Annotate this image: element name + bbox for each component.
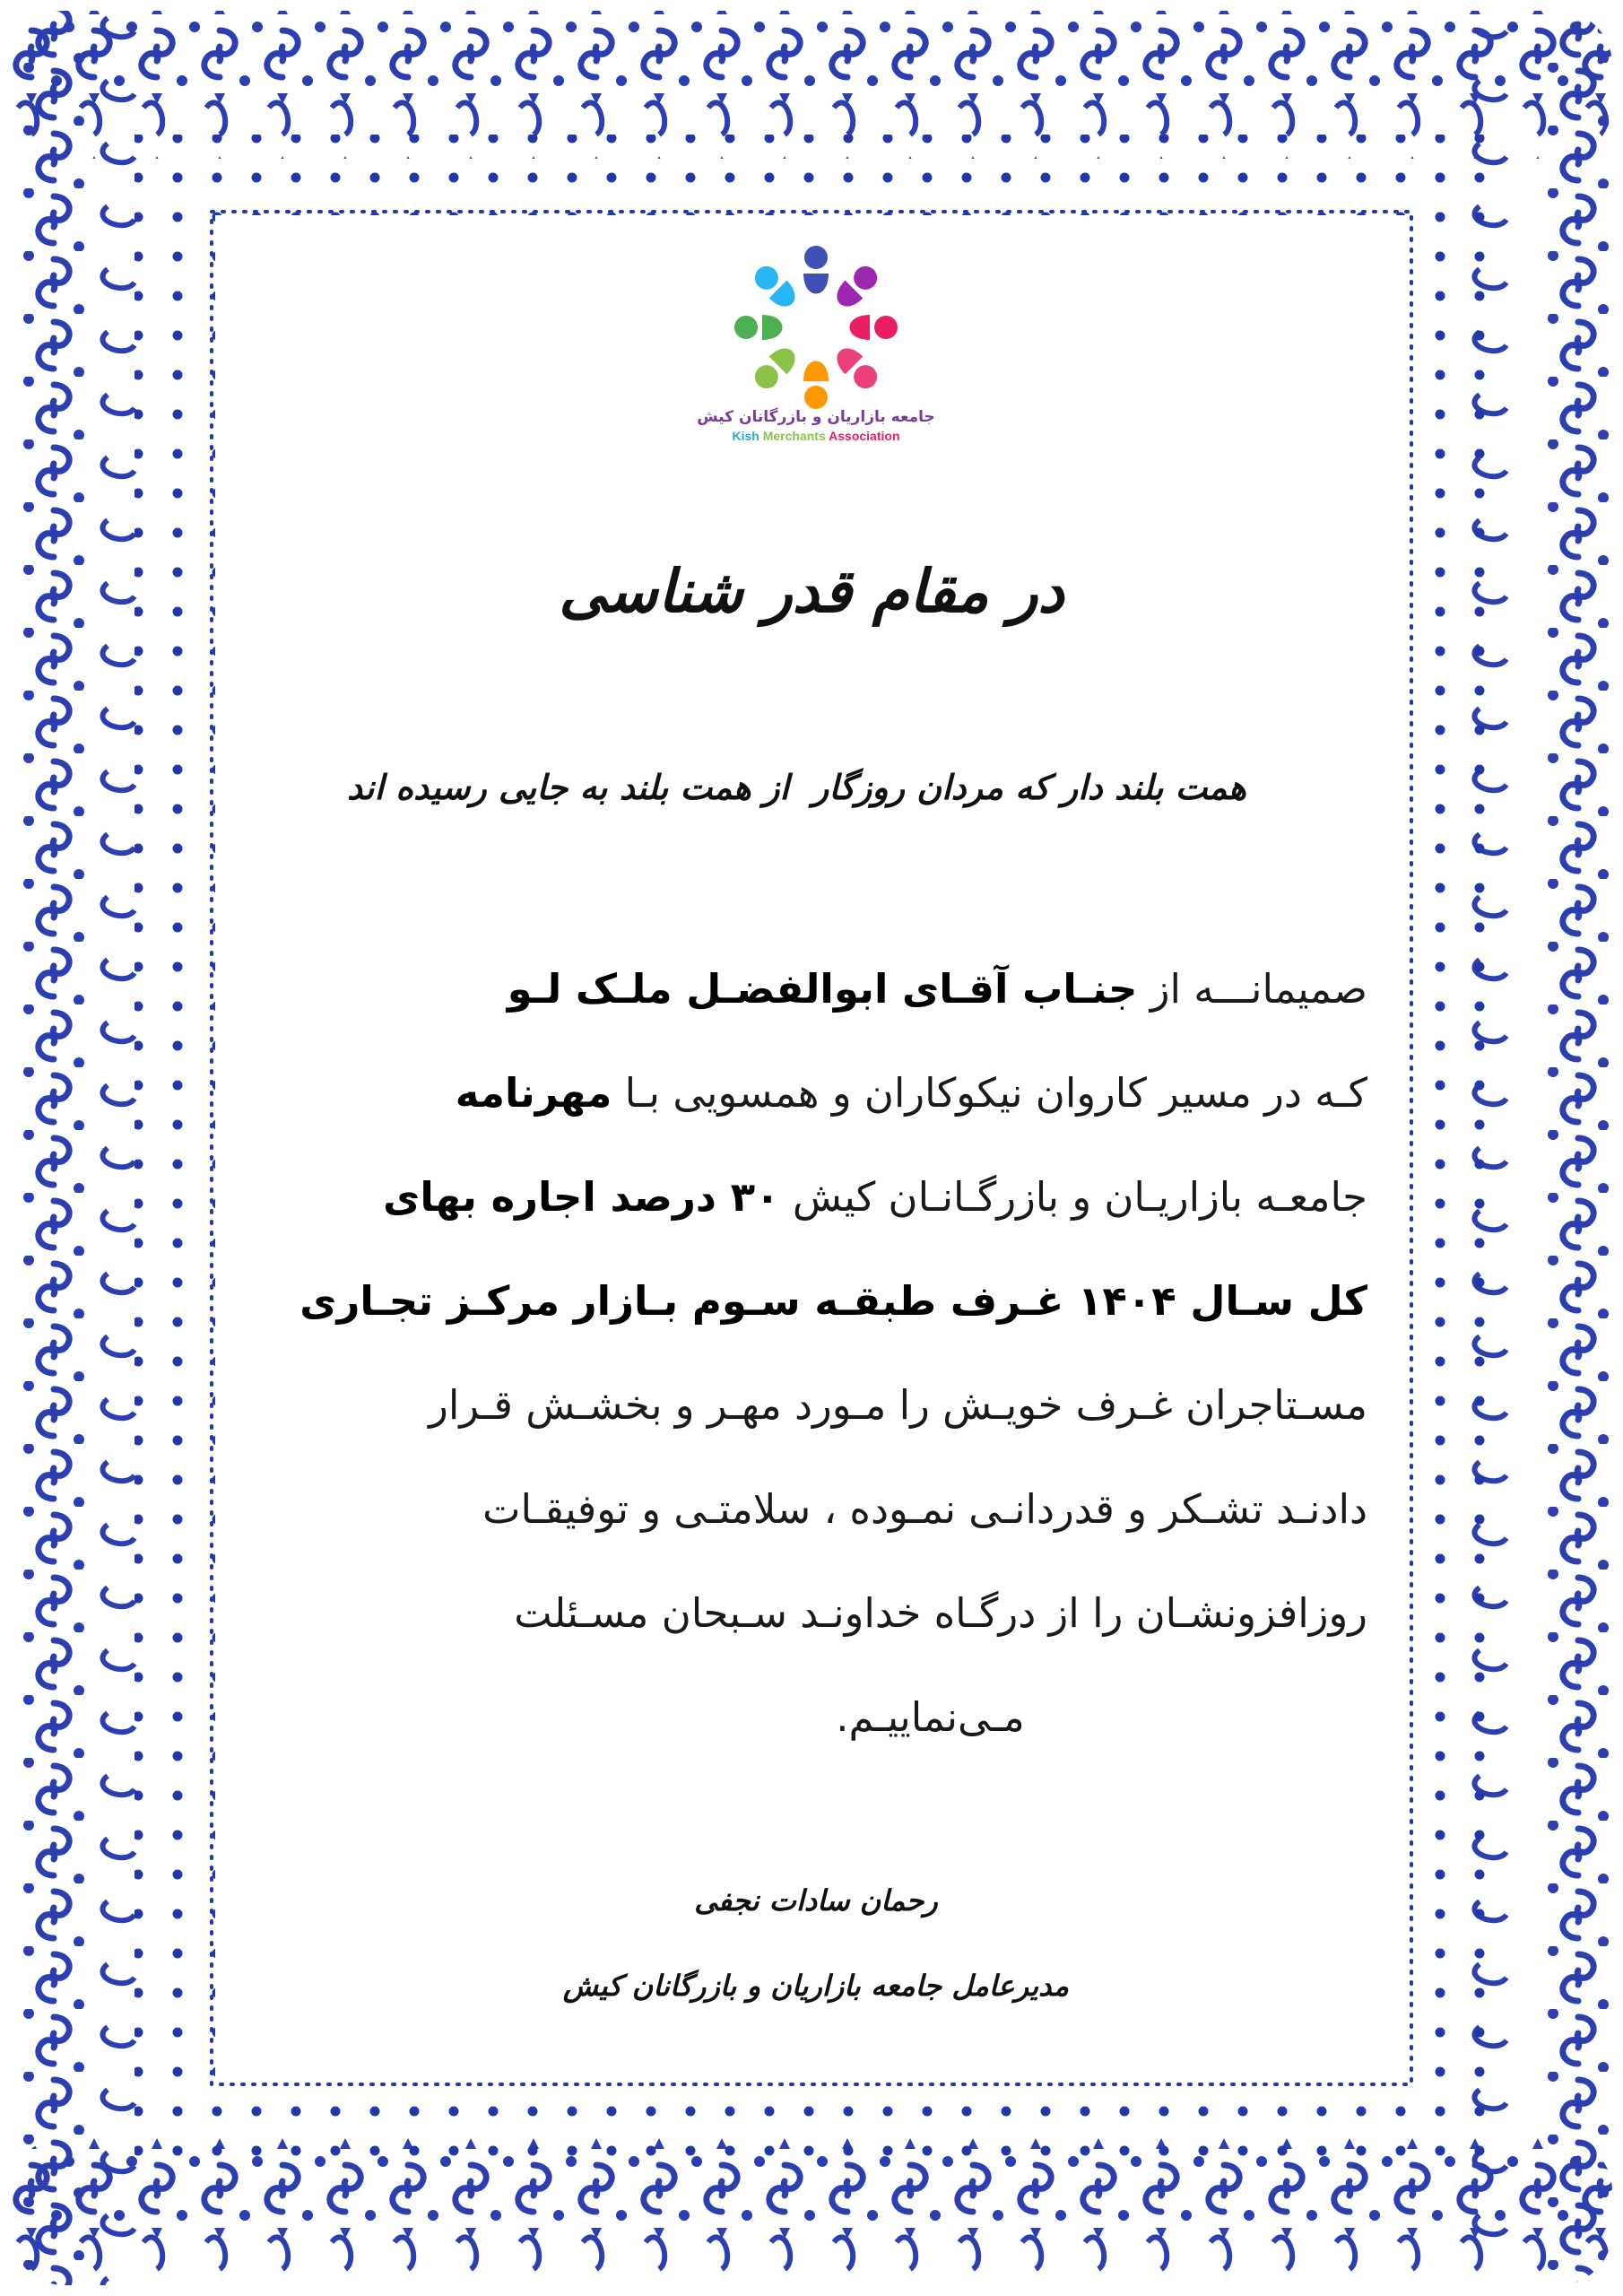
body-line-7: روزافزونشـان را از درگـاه خداونـد سـبحان مسـئلت xyxy=(514,1589,1367,1637)
certificate-title: در مقام قدر شناسی xyxy=(559,556,1064,626)
appreciation-body xyxy=(269,937,1367,1770)
body-line-6: دادنـد تشـکر و قدردانـی نمـوده ، سلامتـی و توفیقـات xyxy=(482,1485,1367,1533)
logo-english-word-1: Kish xyxy=(732,429,759,443)
verse-first-hemistich: همت بلند دار که مردان روزگار xyxy=(812,767,1246,807)
body-line-8: مـی‌نماییـم. xyxy=(836,1693,1025,1741)
body-line-5: مسـتاجران غـرف خویـش را مـورد مهـر و بخشـش قـرار xyxy=(429,1381,1367,1429)
body-line-3: جامعـه بازاریـان و بازرگـانـان کیش ۳۰ درصد اجاره بهای xyxy=(383,1173,1367,1221)
recipient-name: جنـاب آقـای ابوالفضـل ملـک لـو xyxy=(507,965,1138,1013)
verse-second-hemistich: از همت بلند به جایی رسیده اند xyxy=(346,767,789,807)
logo-english-word-3: Association xyxy=(829,429,900,443)
body-line-2: کـه در مسیر کاروان نیکوکاران و همسویی بـا مهرنامه xyxy=(455,1069,1367,1117)
logo-english-name xyxy=(681,429,950,443)
body-line-1: صمیمانـــه از جنـاب آقـای ابوالفضـل ملـک لـو xyxy=(507,965,1367,1013)
logo-english-word-2: Merchants xyxy=(762,429,826,443)
body-line-4: کل سـال ۱۴۰۴ غـرف طبقـه سـوم بـازار مرکـز تجـاری xyxy=(299,1277,1367,1325)
signatory-name: رحمان سادات نجفی xyxy=(694,1883,938,1918)
logo-persian-name: جامعه بازاریان و بازرگانان کیش xyxy=(697,408,935,426)
signatory-title: مدیرعامل جامعه بازاریان و بازرگانان کیش xyxy=(562,1969,1070,2003)
